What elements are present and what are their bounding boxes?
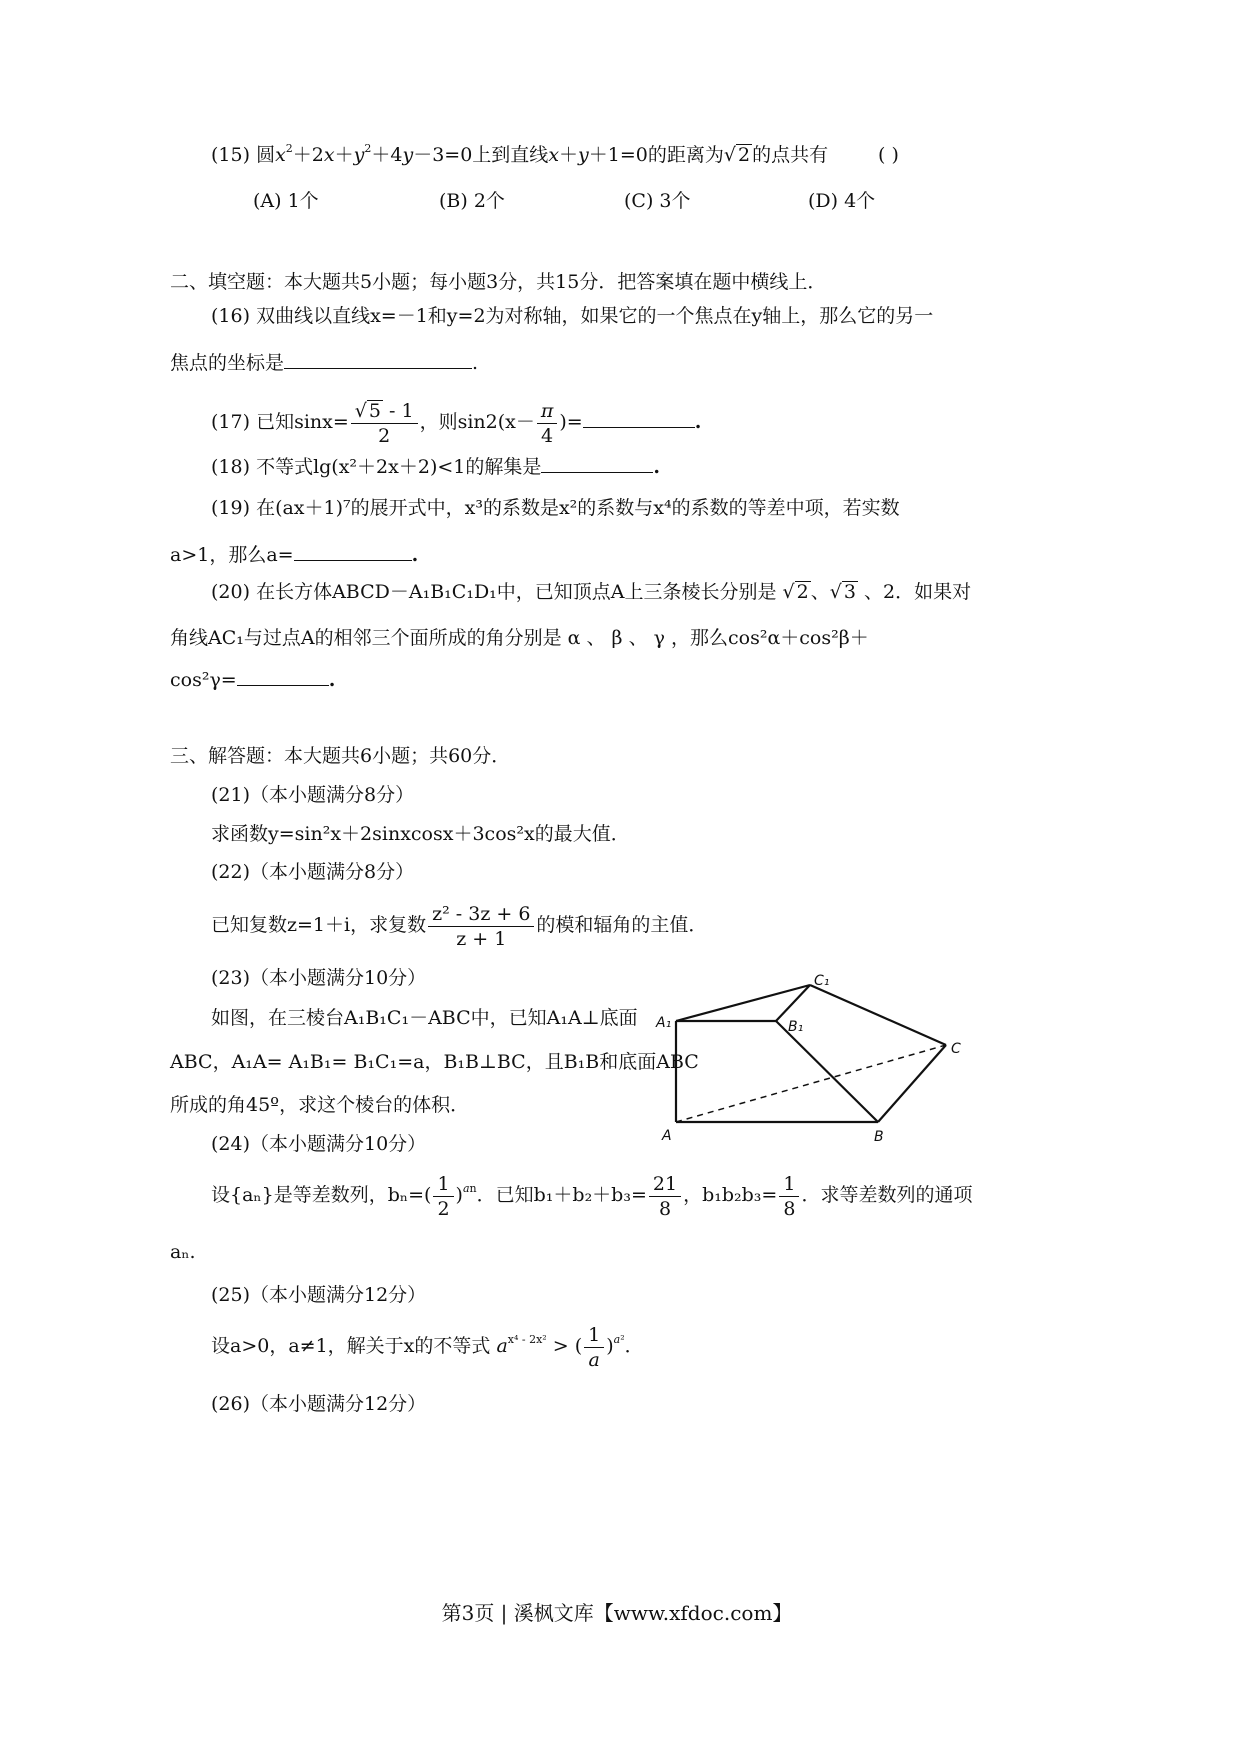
label-B: B <box>874 1129 884 1145</box>
section2-title: 二、填空题：本大题共5小题；每小题3分，共15分．把答案填在题中横线上． <box>170 271 827 293</box>
label-B1: B₁ <box>788 1019 804 1035</box>
q19-line1: (19) 在(ax＋1)⁷的展开式中，x³的系数是x²的系数与x⁴的系数的等差中项，若实数 <box>211 497 900 519</box>
q25-header: (25)（本小题满分12分） <box>211 1284 427 1306</box>
q26-header: (26)（本小题满分12分） <box>211 1393 427 1415</box>
q23-line3: 所成的角45º，求这个棱台的体积． <box>170 1094 470 1116</box>
q16-line2: 焦点的坐标是 . <box>170 352 479 374</box>
q23-header: (23)（本小题满分10分） <box>211 967 427 989</box>
q23-line2: ABC，A₁A= A₁B₁= B₁C₁=a，B₁B⊥BC，且B₁B和底面ABC <box>170 1051 699 1073</box>
q15-option-b: (B) 2个 <box>439 190 505 212</box>
label-A: A <box>662 1128 672 1144</box>
q20-line3: cos²γ= . <box>170 669 336 691</box>
q24-header: (24)（本小题满分10分） <box>211 1133 427 1155</box>
q19-line2: a>1，那么a= . <box>170 544 419 566</box>
q21-header: (21)（本小题满分8分） <box>211 784 415 806</box>
q20-line2: 角线AC₁与过点A的相邻三个面所成的角分别是 α 、 β 、 γ ，那么cos²α＋cos²β＋ <box>170 627 869 649</box>
q18-line: (18) 不等式lg(x²＋2x＋2)<1的解集是 . <box>211 456 660 478</box>
q22-header: (22)（本小题满分8分） <box>211 861 415 883</box>
q17-fraction-pi: $\frac{\pi}{4}$ <box>537 399 558 448</box>
q23-line1: 如图，在三棱台A₁B₁C₁－ABC中，已知A₁A⊥底面 <box>211 1007 638 1029</box>
label-C: C <box>951 1041 961 1057</box>
section3-title: 三、解答题：本大题共6小题；共60分． <box>170 745 511 767</box>
q25-body: 设a>0，a≠1，解关于x的不等式 $a^{x^4 - 2x^2}$ > ( $\frac{1}{a}$ )$^{a^2}$． <box>211 1323 644 1371</box>
q15-option-d: (D) 4个 <box>808 190 876 212</box>
q15-answer-paren: ( ) <box>878 144 899 166</box>
q15-option-c: (C) 3个 <box>624 190 691 212</box>
label-A1: A₁ <box>656 1015 672 1031</box>
q17-line: (17) 已知sinx= $\frac{√ 5 - 1}{2}$ ，则sin2(x－ $\frac{\pi}{4}$ )= . <box>211 399 702 447</box>
q16-line1: (16) 双曲线以直线x=－1和y=2为对称轴，如果它的一个焦点在y轴上，那么它的另一 <box>211 305 934 327</box>
q22-body: 已知复数z=1＋i，求复数 $\frac{\text{z² - 3z + 6}}{z + 1}$ 的模和辐角的主值． <box>211 902 708 950</box>
q20-line1: (20) 在长方体ABCD－A₁B₁C₁D₁中，已知顶点A上三条棱长分别是 √ 2 、√ 3 、2．如果对 <box>211 581 972 603</box>
q17-fraction-sqrt5: $\frac{√ 5 - 1}{2}$ <box>351 399 418 448</box>
q15-option-a: (A) 1个 <box>253 190 319 212</box>
q15-line <box>211 143 828 167</box>
q24-line2: aₙ. <box>170 1241 196 1263</box>
q15-text: 圆$x^2+2x+y^2+4y-3=0$上到直线x＋y＋1=0的距离为√ 2 的点共有 <box>256 142 829 166</box>
page-footer: 第3页 | 溪枫文库【www.xfdoc.com】 <box>441 1601 793 1625</box>
frustum-figure <box>640 965 980 1150</box>
q21-body: 求函数y=sin²x＋2sinxcosx＋3cos²x的最大值． <box>211 823 630 845</box>
q15-number: (15) <box>211 144 251 166</box>
q24-body: 设{aₙ}是等差数列，bₙ=( $\frac{1}{2}$ )$^{an}$．已知b₁＋b₂＋b₃= $\frac{21}{8}$ ，b₁b₂b₃= $\frac{1}{8}$ ．求等差数列的通项 <box>211 1172 973 1220</box>
q22-fraction: $\frac{\text{z² - 3z + 6}}{z + 1}$ <box>428 902 534 951</box>
label-C1: C₁ <box>814 973 830 989</box>
